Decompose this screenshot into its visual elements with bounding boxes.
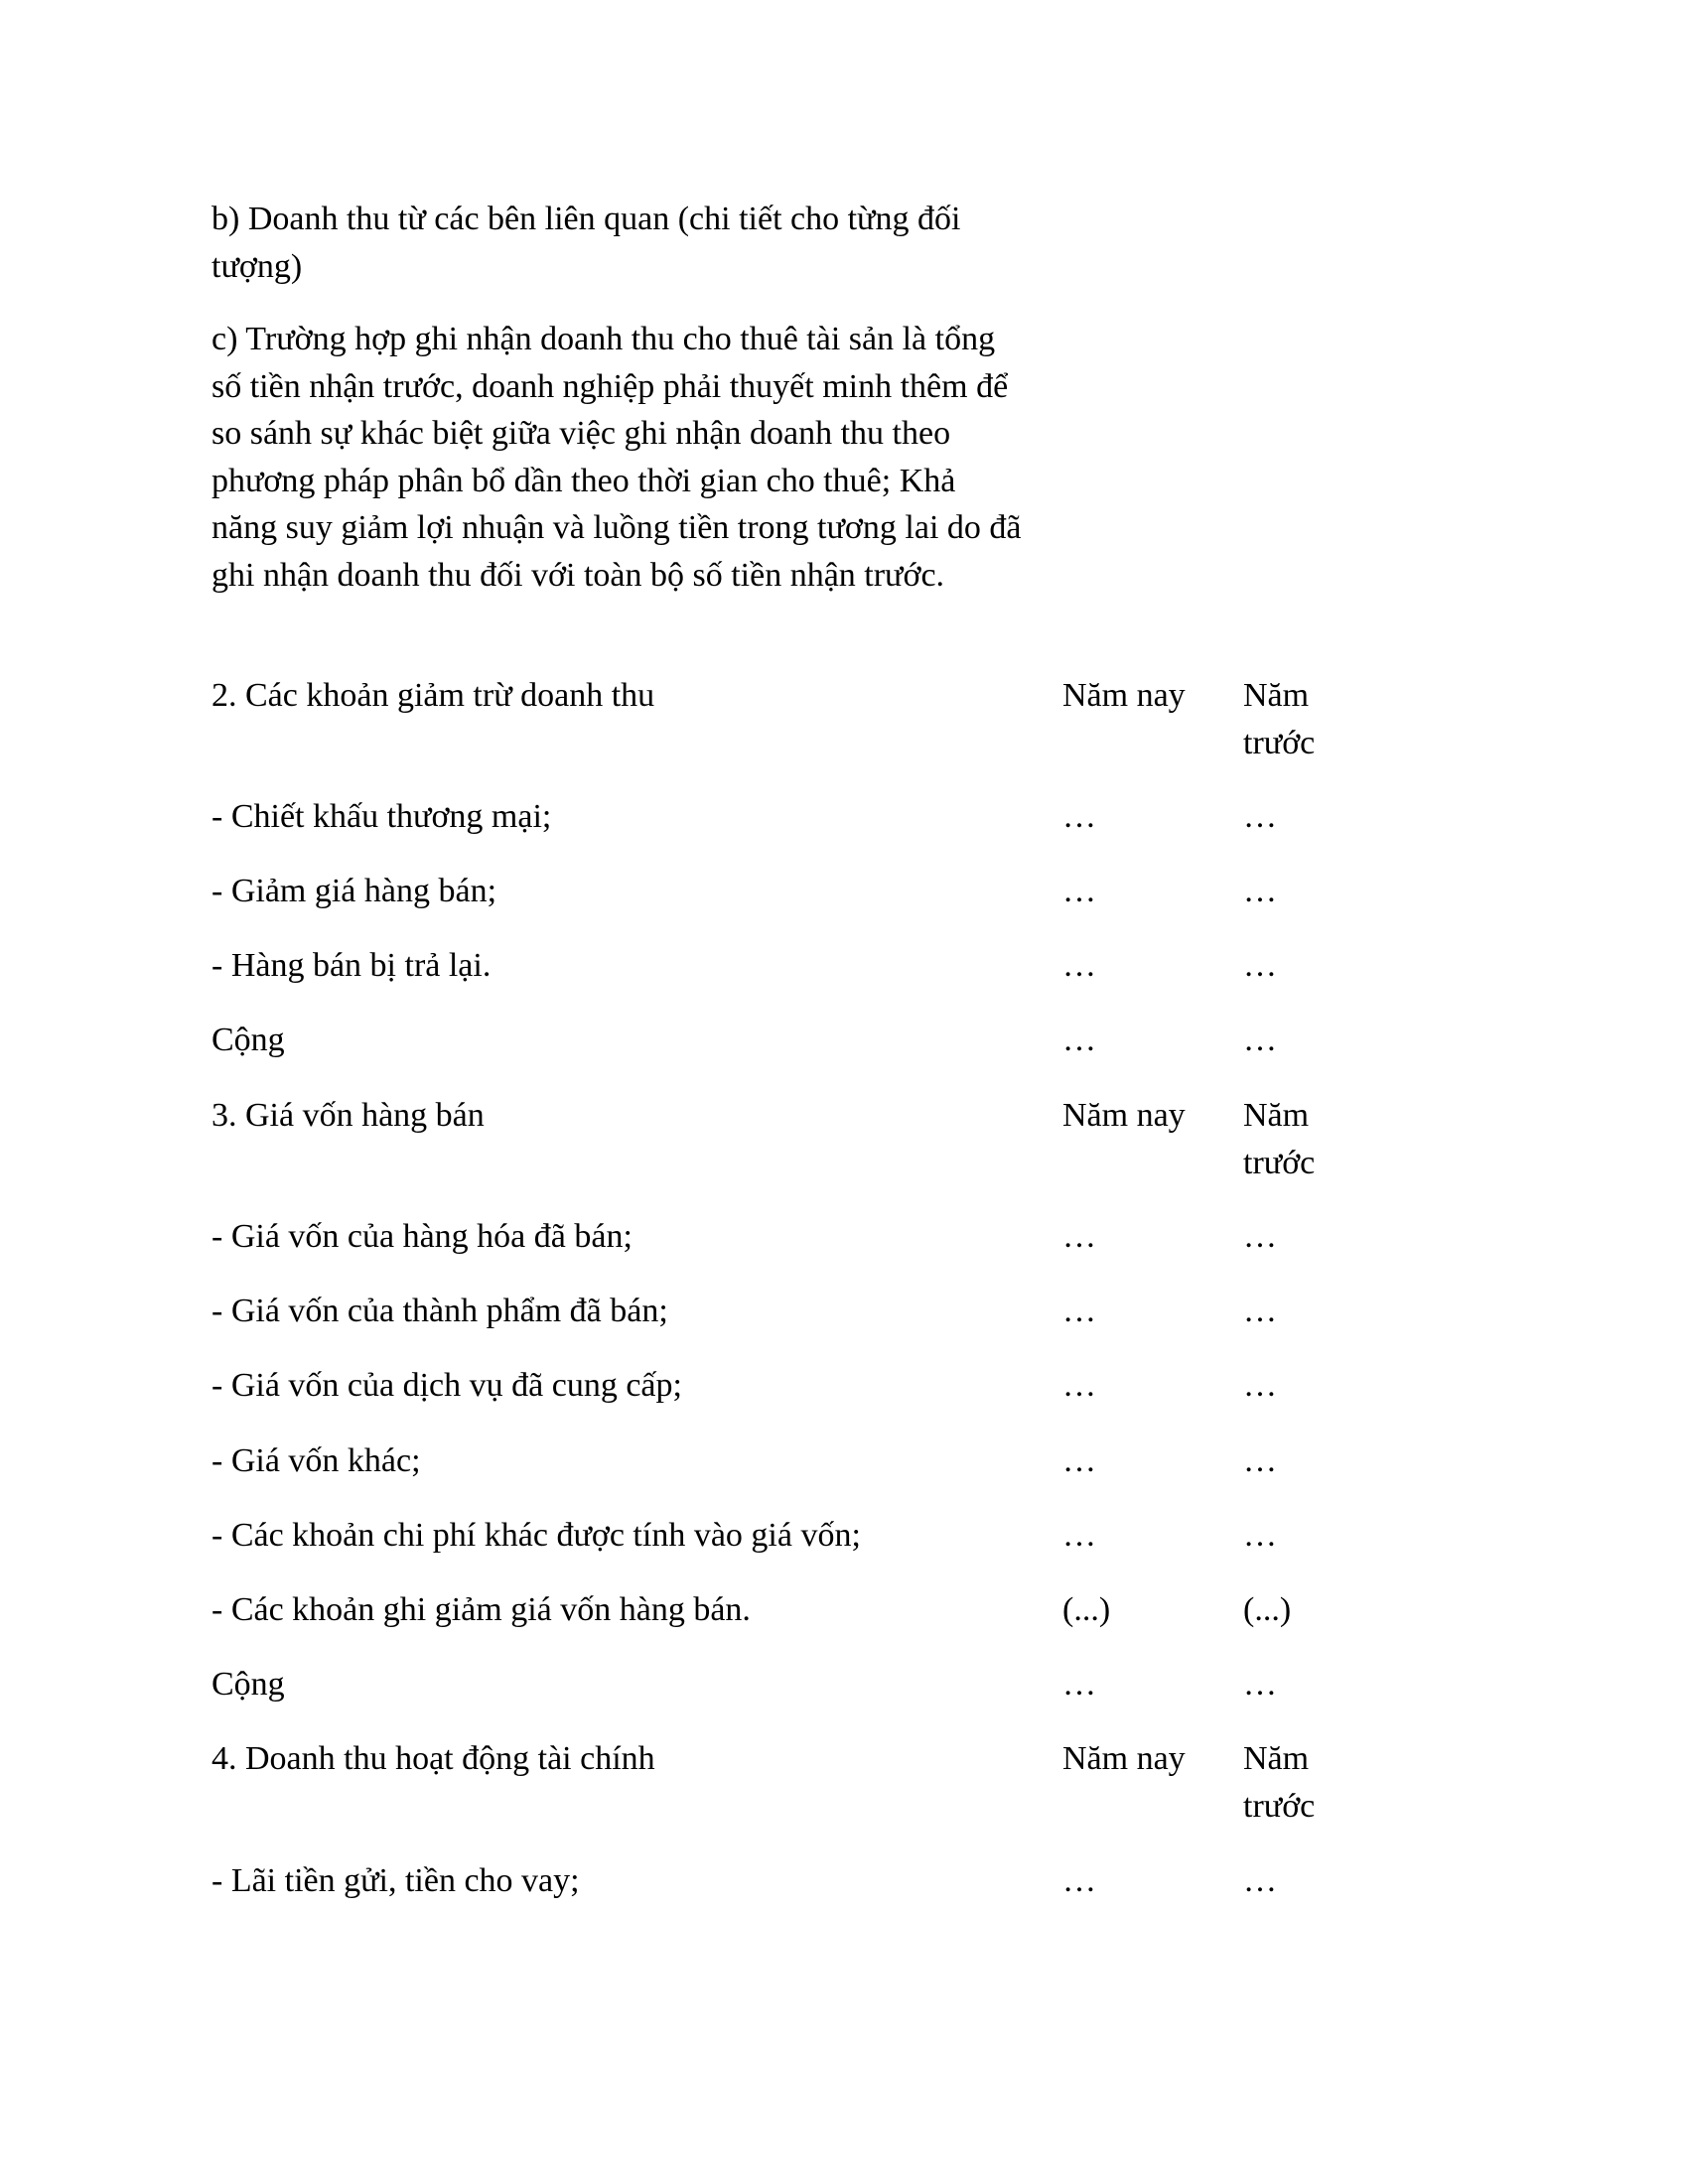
row-label: - Giảm giá hàng bán; (211, 873, 497, 909)
table-row (211, 942, 1403, 990)
row-value-current: … (1062, 1517, 1096, 1554)
row-value-previous: … (1243, 873, 1277, 909)
column-header-previous-year: Năm trước (1243, 1097, 1316, 1181)
row-label: - Giá vốn của thành phẩm đã bán; (211, 1293, 668, 1329)
section-4-header (211, 1735, 1403, 1825)
row-value-previous: … (1243, 1022, 1277, 1058)
section-3-title: 3. Giá vốn hàng bán (211, 1097, 485, 1134)
row-label: - Chiết khấu thương mại; (211, 798, 552, 835)
row-value-current: … (1062, 1293, 1096, 1329)
column-header-current-year: Năm nay (1062, 677, 1186, 714)
row-label: Cộng (211, 1666, 285, 1703)
table-row (211, 1857, 1403, 1905)
row-value-previous: … (1243, 1517, 1277, 1554)
table-row (211, 868, 1403, 915)
row-value-previous: … (1243, 1367, 1277, 1404)
table-row (211, 793, 1403, 841)
row-value-current: … (1062, 1218, 1096, 1255)
column-header-previous-year: Năm trước (1243, 677, 1316, 761)
row-value-previous: … (1243, 1666, 1277, 1703)
row-value-previous: … (1243, 1862, 1277, 1899)
row-value-current: … (1062, 1367, 1096, 1404)
row-label: - Giá vốn khác; (211, 1442, 421, 1479)
row-value-previous: … (1243, 1293, 1277, 1329)
row-label: - Các khoản ghi giảm giá vốn hàng bán. (211, 1591, 751, 1628)
row-label: - Các khoản chi phí khác được tính vào giá vốn; (211, 1517, 861, 1554)
section-2-title: 2. Các khoản giảm trừ doanh thu (211, 677, 655, 714)
table-row (211, 1362, 1403, 1410)
row-value-previous: … (1243, 798, 1277, 835)
row-value-current: … (1062, 1442, 1096, 1479)
row-label: Cộng (211, 1022, 285, 1058)
paragraph-c: c) Trường hợp ghi nhận doanh thu cho thuê tài sản là tổng số tiền nhận trước, doanh nghiệp phải thuyết minh thêm để so sánh sự khác biệt giữa việc ghi nhận doanh thu theo phương pháp phân bổ dần theo thời gian cho thuê; Khả năng suy giảm lợi nhuận và luồng tiền trong tương lai do đã ghi nhận doanh thu đối với toàn bộ số tiền nhận trước. (211, 321, 1022, 594)
row-label: - Lãi tiền gửi, tiền cho vay; (211, 1862, 580, 1899)
column-header-current-year: Năm nay (1062, 1097, 1186, 1134)
column-header-current-year: Năm nay (1062, 1740, 1186, 1777)
table-row-total (211, 1661, 1403, 1708)
table-row-total (211, 1017, 1403, 1064)
row-value-current: (...) (1062, 1591, 1111, 1628)
row-value-previous: … (1243, 1218, 1277, 1255)
section-3-header (211, 1092, 1403, 1181)
paragraph-b: b) Doanh thu từ các bên liên quan (chi tiết cho từng đối tượng) (211, 201, 961, 285)
row-value-previous: … (1243, 947, 1277, 984)
row-value-current: … (1062, 947, 1096, 984)
row-value-current: … (1062, 1022, 1096, 1058)
section-4-title: 4. Doanh thu hoạt động tài chính (211, 1740, 655, 1777)
row-value-current: … (1062, 1862, 1096, 1899)
row-value-current: … (1062, 798, 1096, 835)
table-row (211, 1512, 1403, 1560)
column-header-previous-year: Năm trước (1243, 1740, 1316, 1825)
row-value-previous: (...) (1243, 1591, 1292, 1628)
section-2-header (211, 672, 1403, 761)
row-value-previous: … (1243, 1442, 1277, 1479)
table-row (211, 1586, 1403, 1634)
row-label: - Giá vốn của hàng hóa đã bán; (211, 1218, 633, 1255)
row-value-current: … (1062, 873, 1096, 909)
row-value-current: … (1062, 1666, 1096, 1703)
table-row (211, 1437, 1403, 1485)
table-row (211, 1288, 1403, 1335)
table-row (211, 1213, 1403, 1261)
row-label: - Giá vốn của dịch vụ đã cung cấp; (211, 1367, 682, 1404)
row-label: - Hàng bán bị trả lại. (211, 947, 492, 984)
